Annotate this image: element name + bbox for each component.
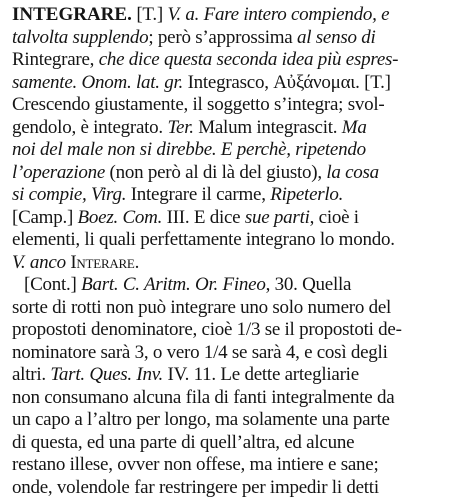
text-line bbox=[12, 432, 462, 455]
text-run: altri. bbox=[12, 364, 50, 385]
italic-run: Ter. bbox=[167, 117, 193, 138]
italic-run: samente. Onom. lat. gr. bbox=[12, 72, 183, 93]
text-line bbox=[12, 477, 462, 499]
italic-run: Boez. Com. bbox=[78, 207, 163, 228]
text-line bbox=[12, 252, 462, 275]
text-run: non consumano alcuna fila di fanti integralmente da bbox=[12, 387, 394, 408]
text-run: , 30. Quella bbox=[266, 274, 352, 295]
text-line bbox=[12, 319, 462, 342]
italic-run: che dice questa seconda idea più espres- bbox=[99, 49, 399, 70]
text-line bbox=[12, 49, 462, 72]
text-run: , cioè i bbox=[310, 207, 359, 228]
italic-run: Ripeterlo. bbox=[270, 184, 343, 205]
text-line bbox=[12, 139, 462, 162]
italic-run: noi del male non si direbbe. E perchè, ripetendo bbox=[12, 139, 366, 160]
text-run: Integrare il carme, bbox=[126, 184, 270, 205]
text-run: sorte di rotti non può integrare uno solo numero del bbox=[12, 297, 391, 318]
text-line bbox=[12, 342, 462, 365]
italic-run: l’operazione bbox=[12, 162, 105, 183]
smallcaps-run: Interare. bbox=[70, 252, 139, 273]
italic-run: V. a. Fare intero compiendo, e bbox=[167, 4, 389, 25]
text-run: Crescendo giustamente, il soggetto s’integra; svol- bbox=[12, 94, 384, 115]
text-line bbox=[12, 184, 462, 207]
text-line bbox=[12, 387, 462, 410]
italic-run: al senso di bbox=[297, 27, 376, 48]
text-run: gendolo, è integrato. bbox=[12, 117, 167, 138]
text-line bbox=[12, 162, 462, 185]
text-run: un capo a l’altro per longo, ma solamente una parte bbox=[12, 409, 390, 430]
text-run: di questa, ed una parte di quell’altra, ed alcune bbox=[12, 432, 354, 453]
entry-body bbox=[12, 4, 462, 499]
text-line bbox=[12, 4, 462, 27]
text-run: nominatore sarà 3, o vero 1/4 se sarà 4, e così degli bbox=[12, 342, 388, 363]
italic-run: la cosa bbox=[326, 162, 379, 183]
text-line bbox=[12, 364, 462, 387]
italic-run: Ma bbox=[342, 117, 367, 138]
italic-run: si compie, Virg. bbox=[12, 184, 126, 205]
text-run: [Camp.] bbox=[12, 207, 78, 228]
text-line bbox=[12, 72, 462, 95]
italic-run: talvolta supplendo bbox=[12, 27, 148, 48]
text-run: (non però al di là del giusto), bbox=[105, 162, 326, 183]
text-line bbox=[12, 229, 462, 252]
text-line bbox=[12, 409, 462, 432]
text-run: [Cont.] bbox=[24, 274, 81, 295]
text-run: onde, volendole far restringere per impedir li detti bbox=[12, 477, 379, 498]
italic-run: sue parti bbox=[245, 207, 310, 228]
text-run: restano illese, ovver non offese, ma intiere e sane; bbox=[12, 454, 379, 475]
text-line bbox=[12, 274, 462, 297]
text-run: IV. 11. Le dette artegliarie bbox=[163, 364, 359, 385]
text-run: Rintegrare, bbox=[12, 49, 99, 70]
text-line bbox=[12, 117, 462, 140]
text-line bbox=[12, 94, 462, 117]
text-run: Malum integrascit. bbox=[194, 117, 342, 138]
text-run: elementi, li quali perfettamente integrano lo mondo. bbox=[12, 229, 395, 250]
text-line bbox=[12, 207, 462, 230]
italic-run: V. anco bbox=[12, 252, 66, 273]
text-run: III. E dice bbox=[162, 207, 245, 228]
text-run: Integrasco, Αὐξάνομαι. [T.] bbox=[183, 72, 391, 93]
italic-run: Tart. Ques. Inv. bbox=[50, 364, 163, 385]
text-run: ; però s’approssima bbox=[148, 27, 297, 48]
italic-run: Bart. C. Aritm. Or. Fineo bbox=[81, 274, 265, 295]
text-line bbox=[12, 297, 462, 320]
headword: INTEGRARE. bbox=[12, 4, 132, 25]
text-run: [T.] bbox=[132, 4, 168, 25]
text-line bbox=[12, 27, 462, 50]
text-line bbox=[12, 454, 462, 477]
text-run: propostoti denominatore, cioè 1/3 se il propostoti de- bbox=[12, 319, 402, 340]
